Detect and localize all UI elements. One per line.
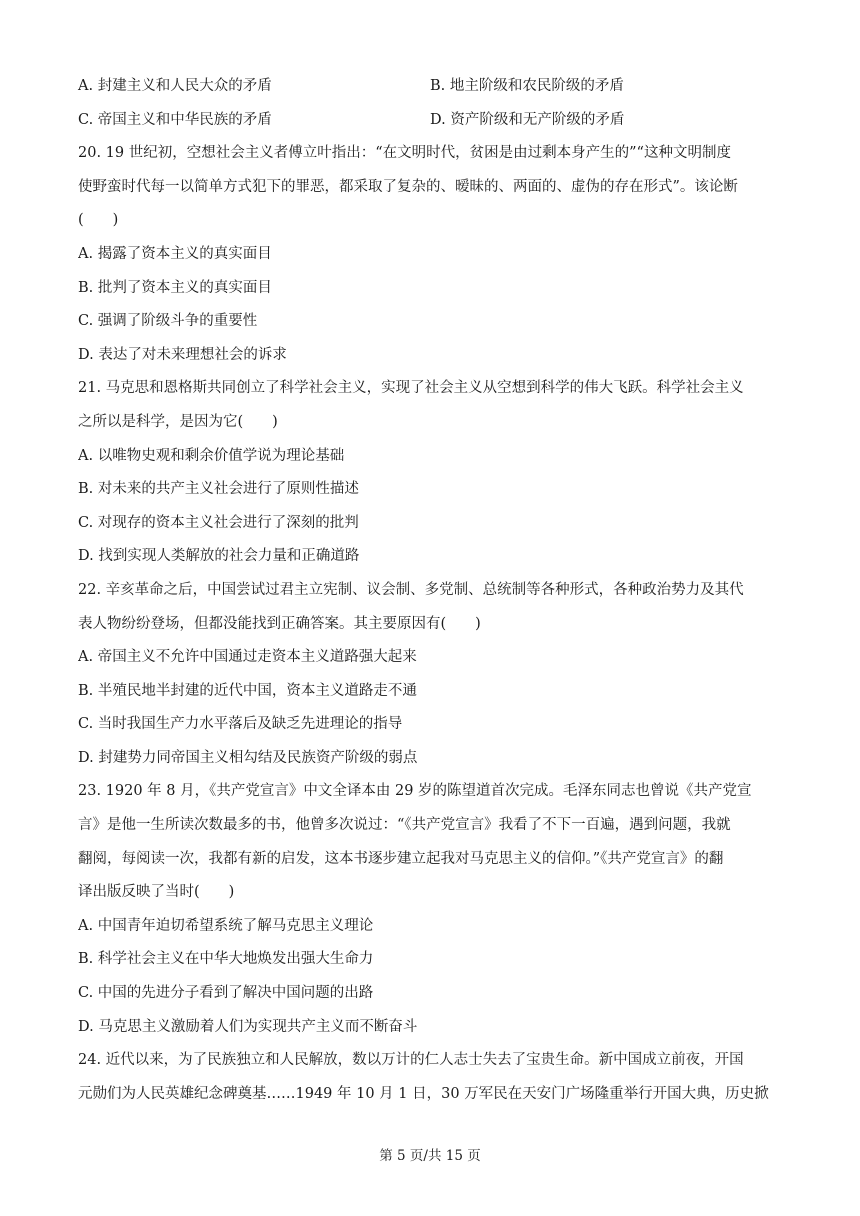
q23-option-b: B. 科学社会主义在中华大地焕发出强大生命力 [78, 951, 374, 968]
q20-stem-line-2: 使野蛮时代每一以简单方式犯下的罪恶，都采取了复杂的、暧昧的、两面的、虚伪的存在形式”。该论断 [78, 178, 738, 195]
q23-stem-line-4: 译出版反映了当时( ) [78, 884, 235, 901]
q19-option-b: B. 地主阶级和农民阶级的矛盾 [430, 78, 624, 94]
q22-option-c: C. 当时我国生产力水平落后及缺乏先进理论的指导 [78, 716, 403, 733]
q20-option-d: D. 表达了对未来理想社会的诉求 [78, 346, 287, 363]
q23-option-a: A. 中国青年迫切希望系统了解马克思主义理论 [78, 917, 374, 934]
q22-option-d: D. 封建势力同帝国主义相勾结及民族资产阶级的弱点 [78, 749, 418, 766]
q23-stem-line-3: 翻阅，每阅读一次，我都有新的启发，这本书逐步建立起我对马克思主义的信仰。”《共产党宣言》的翻 [78, 850, 724, 867]
q23-option-c: C. 中国的先进分子看到了解决中国问题的出路 [78, 985, 374, 1002]
page-number-label: 第 5 页/共 15 页 [379, 1148, 481, 1164]
q24-stem-line-2: 元勋们为人民英雄纪念碑奠基……1949 年 10 月 1 日，30 万军民在天安门广场隆重举行开国大典，历史掀 [78, 1085, 769, 1102]
q19-options-row-2 [78, 104, 800, 138]
q22-stem-line-2: 表人物纷纷登场，但都没能找到正确答案。其主要原因有( ) [78, 615, 481, 632]
q19-option-a: A. 封建主义和人民大众的矛盾 [78, 78, 272, 94]
q19-option-d: D. 资产阶级和无产阶级的矛盾 [430, 111, 625, 128]
q24-stem-line-1: 24. 近代以来，为了民族独立和人民解放，数以万计的仁人志士失去了宝贵生命。新中国成立前夜，开国 [78, 1052, 744, 1069]
q19-options-row-1 [78, 70, 800, 104]
q21-stem-line-2: 之所以是科学，是因为它( ) [78, 413, 278, 430]
q22-option-b: B. 半殖民地半封建的近代中国，资本主义道路走不通 [78, 682, 417, 699]
q23-stem-line-1: 23. 1920 年 8 月，《共产党宣言》中文全译本由 29 岁的陈望道首次完成。毛泽东同志也曾说《共产党宣 [78, 783, 752, 800]
q22-stem-line-1: 22. 辛亥革命之后，中国尝试过君主立宪制、议会制、多党制、总统制等各种形式，各种政治势力及其代 [78, 581, 744, 598]
q19-option-c: C. 帝国主义和中华民族的矛盾 [78, 111, 272, 128]
q20-stem-line-1: 20. 19 世纪初，空想社会主义者傅立叶指出：“在文明时代，贫困是由过剩本身产生的”“这种文明制度 [78, 145, 731, 162]
q20-option-a: A. 揭露了资本主义的真实面目 [78, 245, 272, 262]
q21-stem-line-1: 21. 马克思和恩格斯共同创立了科学社会主义，实现了社会主义从空想到科学的伟大飞跃。科学社会主义 [78, 380, 744, 397]
q21-option-b: B. 对未来的共产主义社会进行了原则性描述 [78, 481, 359, 498]
question-content [78, 70, 800, 1111]
page-footer [0, 1146, 860, 1166]
q21-option-c: C. 对现存的资本主义社会进行了深刻的批判 [78, 514, 359, 531]
q23-option-d: D. 马克思主义激励着人们为实现共产主义而不断奋斗 [78, 1018, 418, 1035]
q21-option-d: D. 找到实现人类解放的社会力量和正确道路 [78, 548, 360, 565]
q20-option-b: B. 批判了资本主义的真实面目 [78, 279, 272, 296]
q22-option-a: A. 帝国主义不允许中国通过走资本主义道路强大起来 [78, 649, 417, 666]
q21-option-a: A. 以唯物史观和剩余价值学说为理论基础 [78, 447, 345, 464]
q20-stem-line-3: ( ) [78, 212, 119, 229]
q20-option-c: C. 强调了阶级斗争的重要性 [78, 313, 258, 330]
q23-stem-line-2: 言》是他一生所读次数最多的书，他曾多次说过：“《共产党宣言》我看了不下一百遍，遇到问题，我就 [78, 817, 731, 834]
